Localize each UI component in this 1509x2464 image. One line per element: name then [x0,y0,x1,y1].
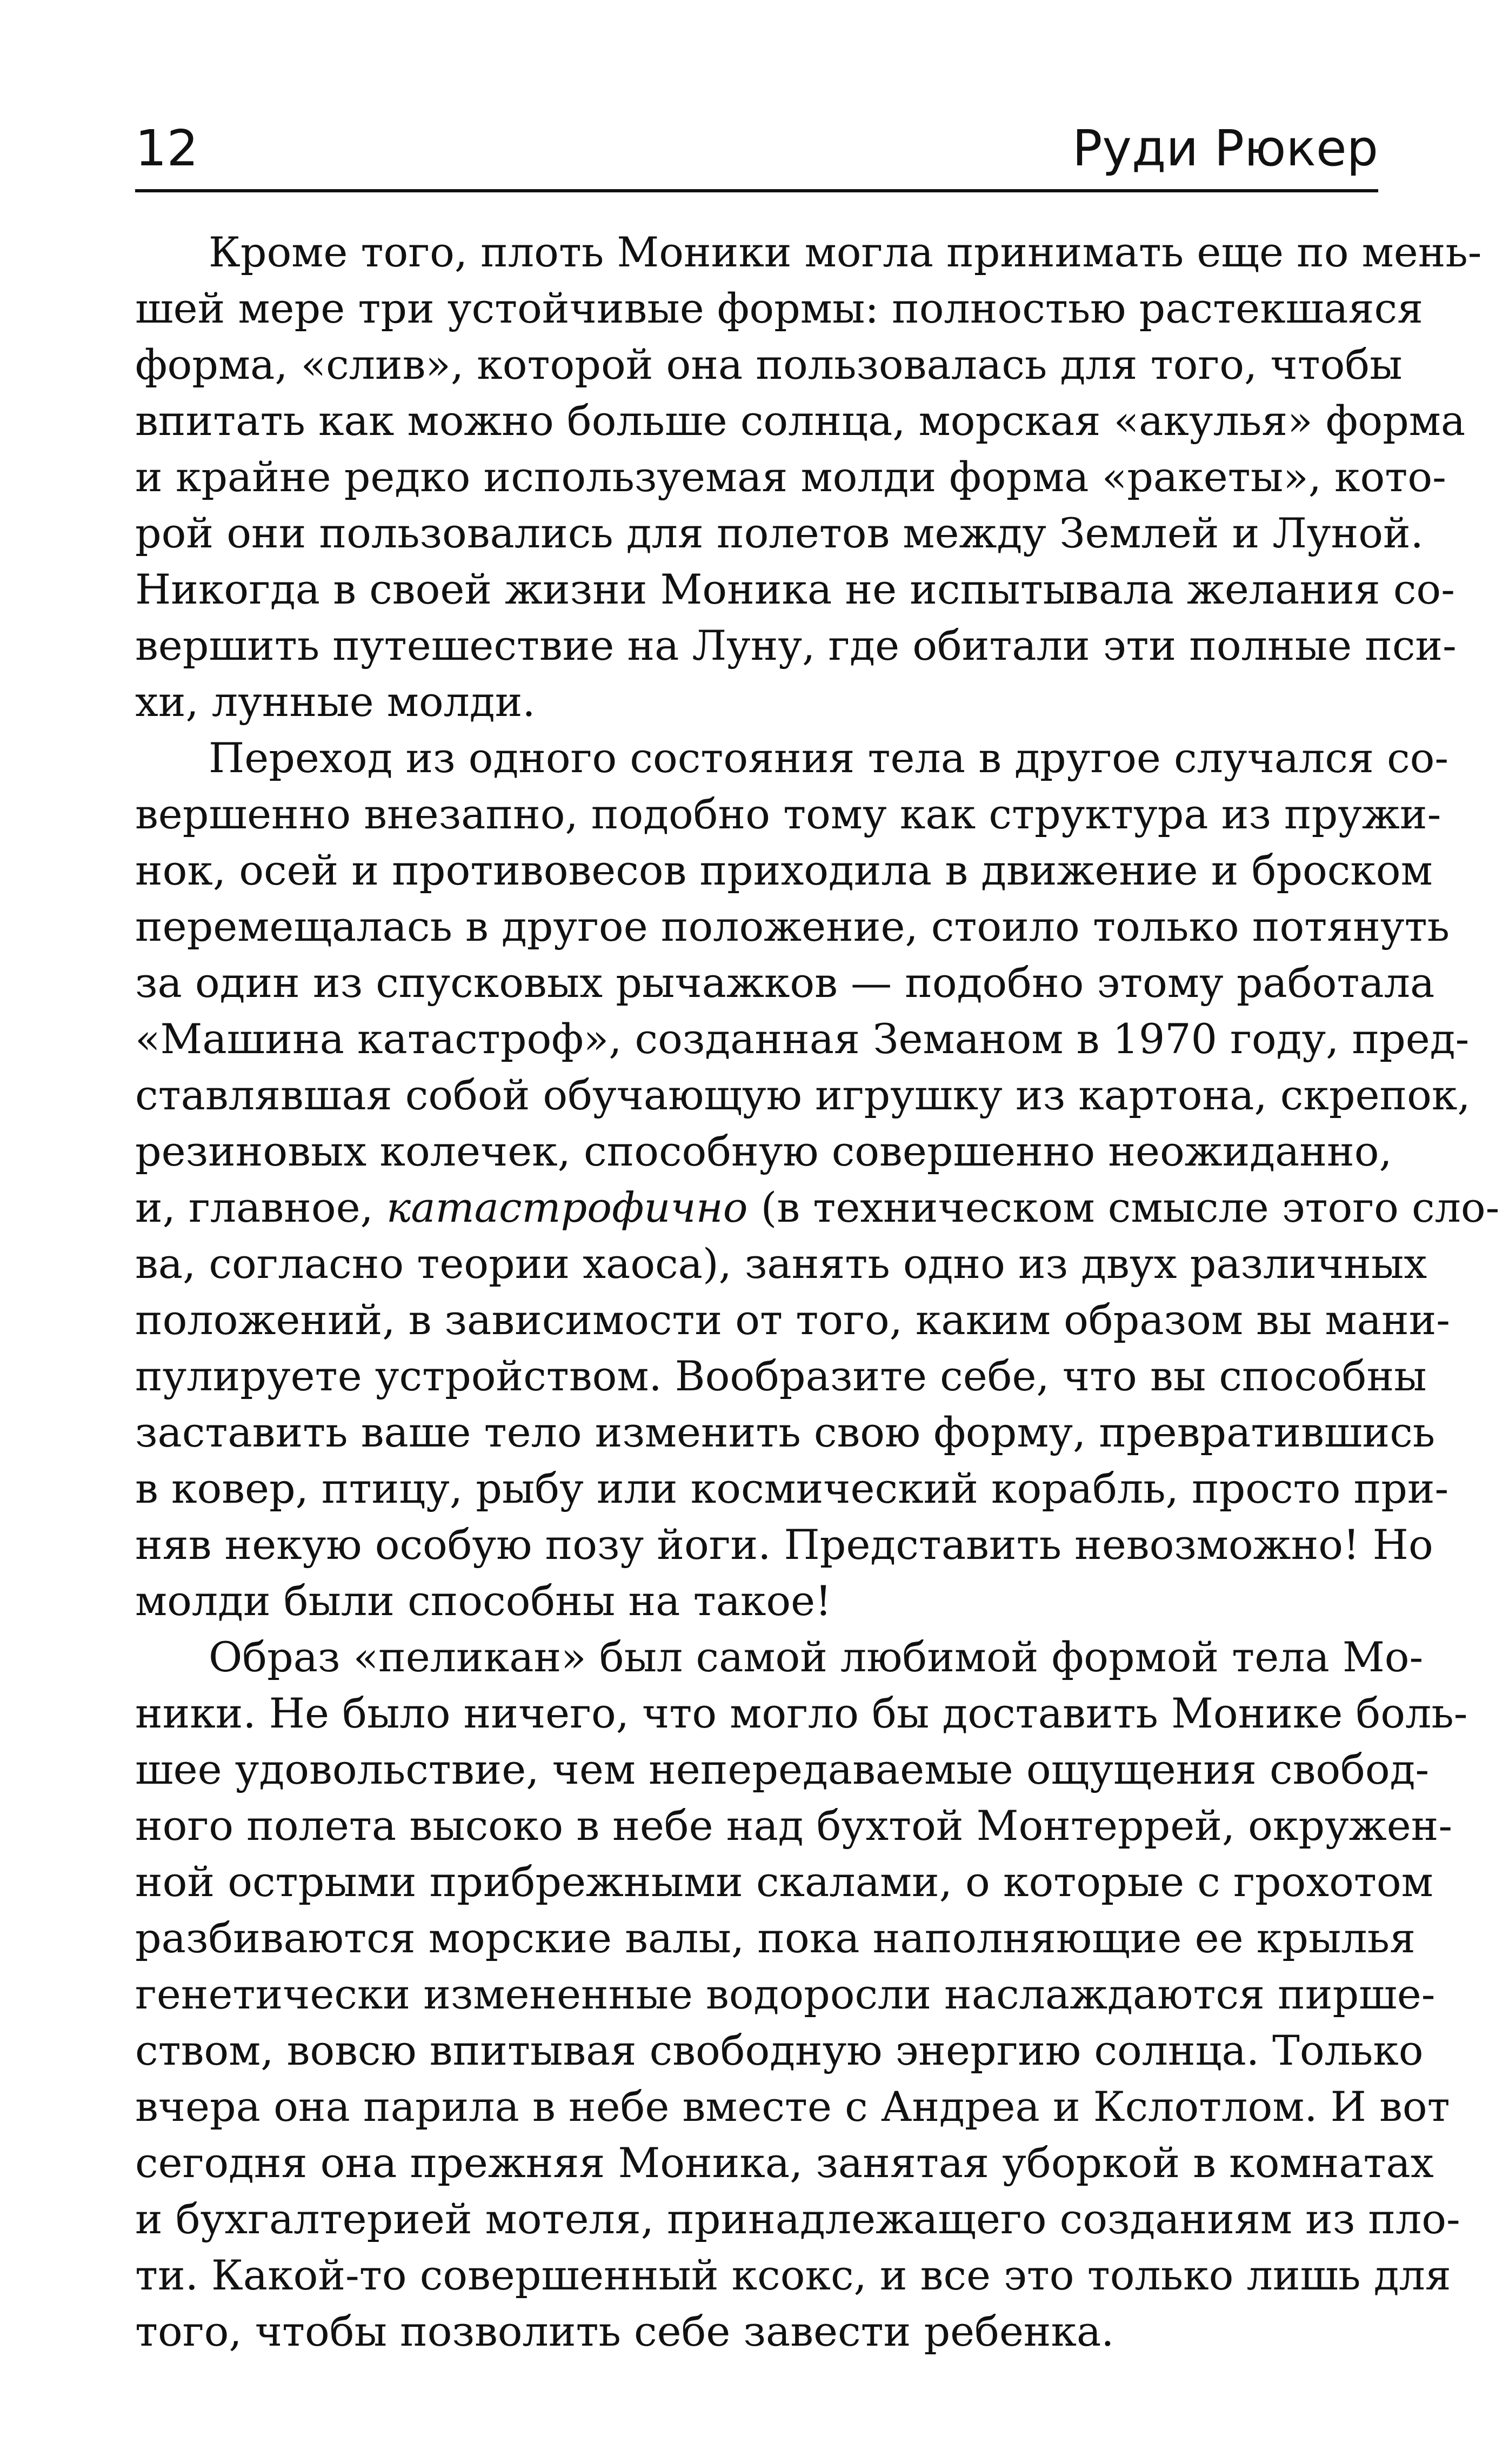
text-segment: и, главное, [135,1183,386,1231]
text-line: впитать как можно больше солнца, морская «акулья» форма [135,397,1466,445]
text-line: ва, согласно теории хаоса), занять одно из двух различных [135,1240,1427,1288]
text-line: ством, вовсю впитывая свободную энергию солнца. Только [135,2026,1424,2074]
paragraph [135,730,1500,1629]
text-line: Переход из одного состояния тела в другое случался со- [209,734,1449,782]
paragraph [135,1629,1468,2360]
text-line: и бухгалтерией мотеля, принадлежащего созданиям из пло- [135,2195,1460,2243]
text-line: Кроме того, плоть Моники могла принимать еще по мень- [209,228,1482,276]
text-line: ти. Какой-то совершенный ксокс, и все это только лишь для [135,2251,1451,2299]
text-line: няв некую особую позу йоги. Представить невозможно! Но [135,1521,1433,1569]
text-line: генетически измененные водоросли наслаждаются пирше- [135,1970,1435,2018]
text-line: ставлявшая собой обучающую игрушку из картона, скрепок, [135,1071,1471,1119]
text-line: вершить путешествие на Луну, где обитали эти полные пси- [135,621,1457,669]
text-line: за один из спусковых рычажков — подобно этому работала [135,959,1435,1007]
text-line: рой они пользовались для полетов между Землей и Луной. [135,509,1424,557]
text-line: перемещалась в другое положение, стоило только потянуть [135,902,1450,950]
text-line: положений, в зависимости от того, каким образом вы мани- [135,1296,1450,1344]
page-number: 12 [135,119,199,177]
running-head [135,108,1378,192]
text-line: «Машина катастроф», созданная Земаном в 1970 году, пред- [135,1015,1470,1063]
text-line: Образ «пеликан» был самой любимой формой тела Мо- [209,1633,1424,1681]
text-line: хи, лунные молди. [135,678,536,726]
text-line: и крайне редко используемая молди форма «ракеты», кото- [135,453,1446,501]
text-line: молди были способны на такое! [135,1577,832,1625]
text-line: ной острыми прибрежными скалами, о которые с грохотом [135,1858,1433,1906]
text-line: форма, «слив», которой она пользовалась для того, чтобы [135,340,1403,389]
text-line-with-italic [135,1180,1500,1236]
text-line: вчера она парила в небе вместе с Андреа и Кслотлом. И вот [135,2083,1450,2131]
text-segment: (в техническом смысле этого сло- [747,1183,1500,1231]
text-line: нок, осей и противовесов приходила в движение и броском [135,846,1433,894]
paragraph [135,224,1482,730]
text-line: разбиваются морские валы, пока наполняющие ее крылья [135,1914,1415,1962]
text-line: того, чтобы позволить себе завести ребенка. [135,2307,1114,2355]
italic-word: катастрофично [386,1183,748,1231]
text-line: резиновых колечек, способную совершенно неожиданно, [135,1127,1392,1175]
text-line: шее удовольствие, чем непередаваемые ощущения свобод- [135,1745,1430,1793]
text-line: сегодня она прежняя Моника, занятая уборкой в комнатах [135,2139,1434,2187]
running-title: Руди Рюкер [1072,119,1378,177]
text-line: шей мере три устойчивые формы: полностью растекшаяся [135,284,1424,332]
text-line: в ковер, птицу, рыбу или космический корабль, просто при- [135,1464,1449,1512]
text-line: ного полета высоко в небе над бухтой Монтеррей, окружен- [135,1802,1453,1850]
text-line: вершенно внезапно, подобно тому как структура из пружи- [135,790,1441,838]
text-line: ники. Не было ничего, что могло бы доставить Монике боль- [135,1689,1468,1737]
text-line: пулируете устройством. Вообразите себе, что вы способны [135,1352,1427,1400]
body-text [135,224,1500,2360]
text-line: заставить ваше тело изменить свою форму, превратившись [135,1408,1435,1456]
text-line: Никогда в своей жизни Моника не испытывала желания со- [135,565,1455,613]
